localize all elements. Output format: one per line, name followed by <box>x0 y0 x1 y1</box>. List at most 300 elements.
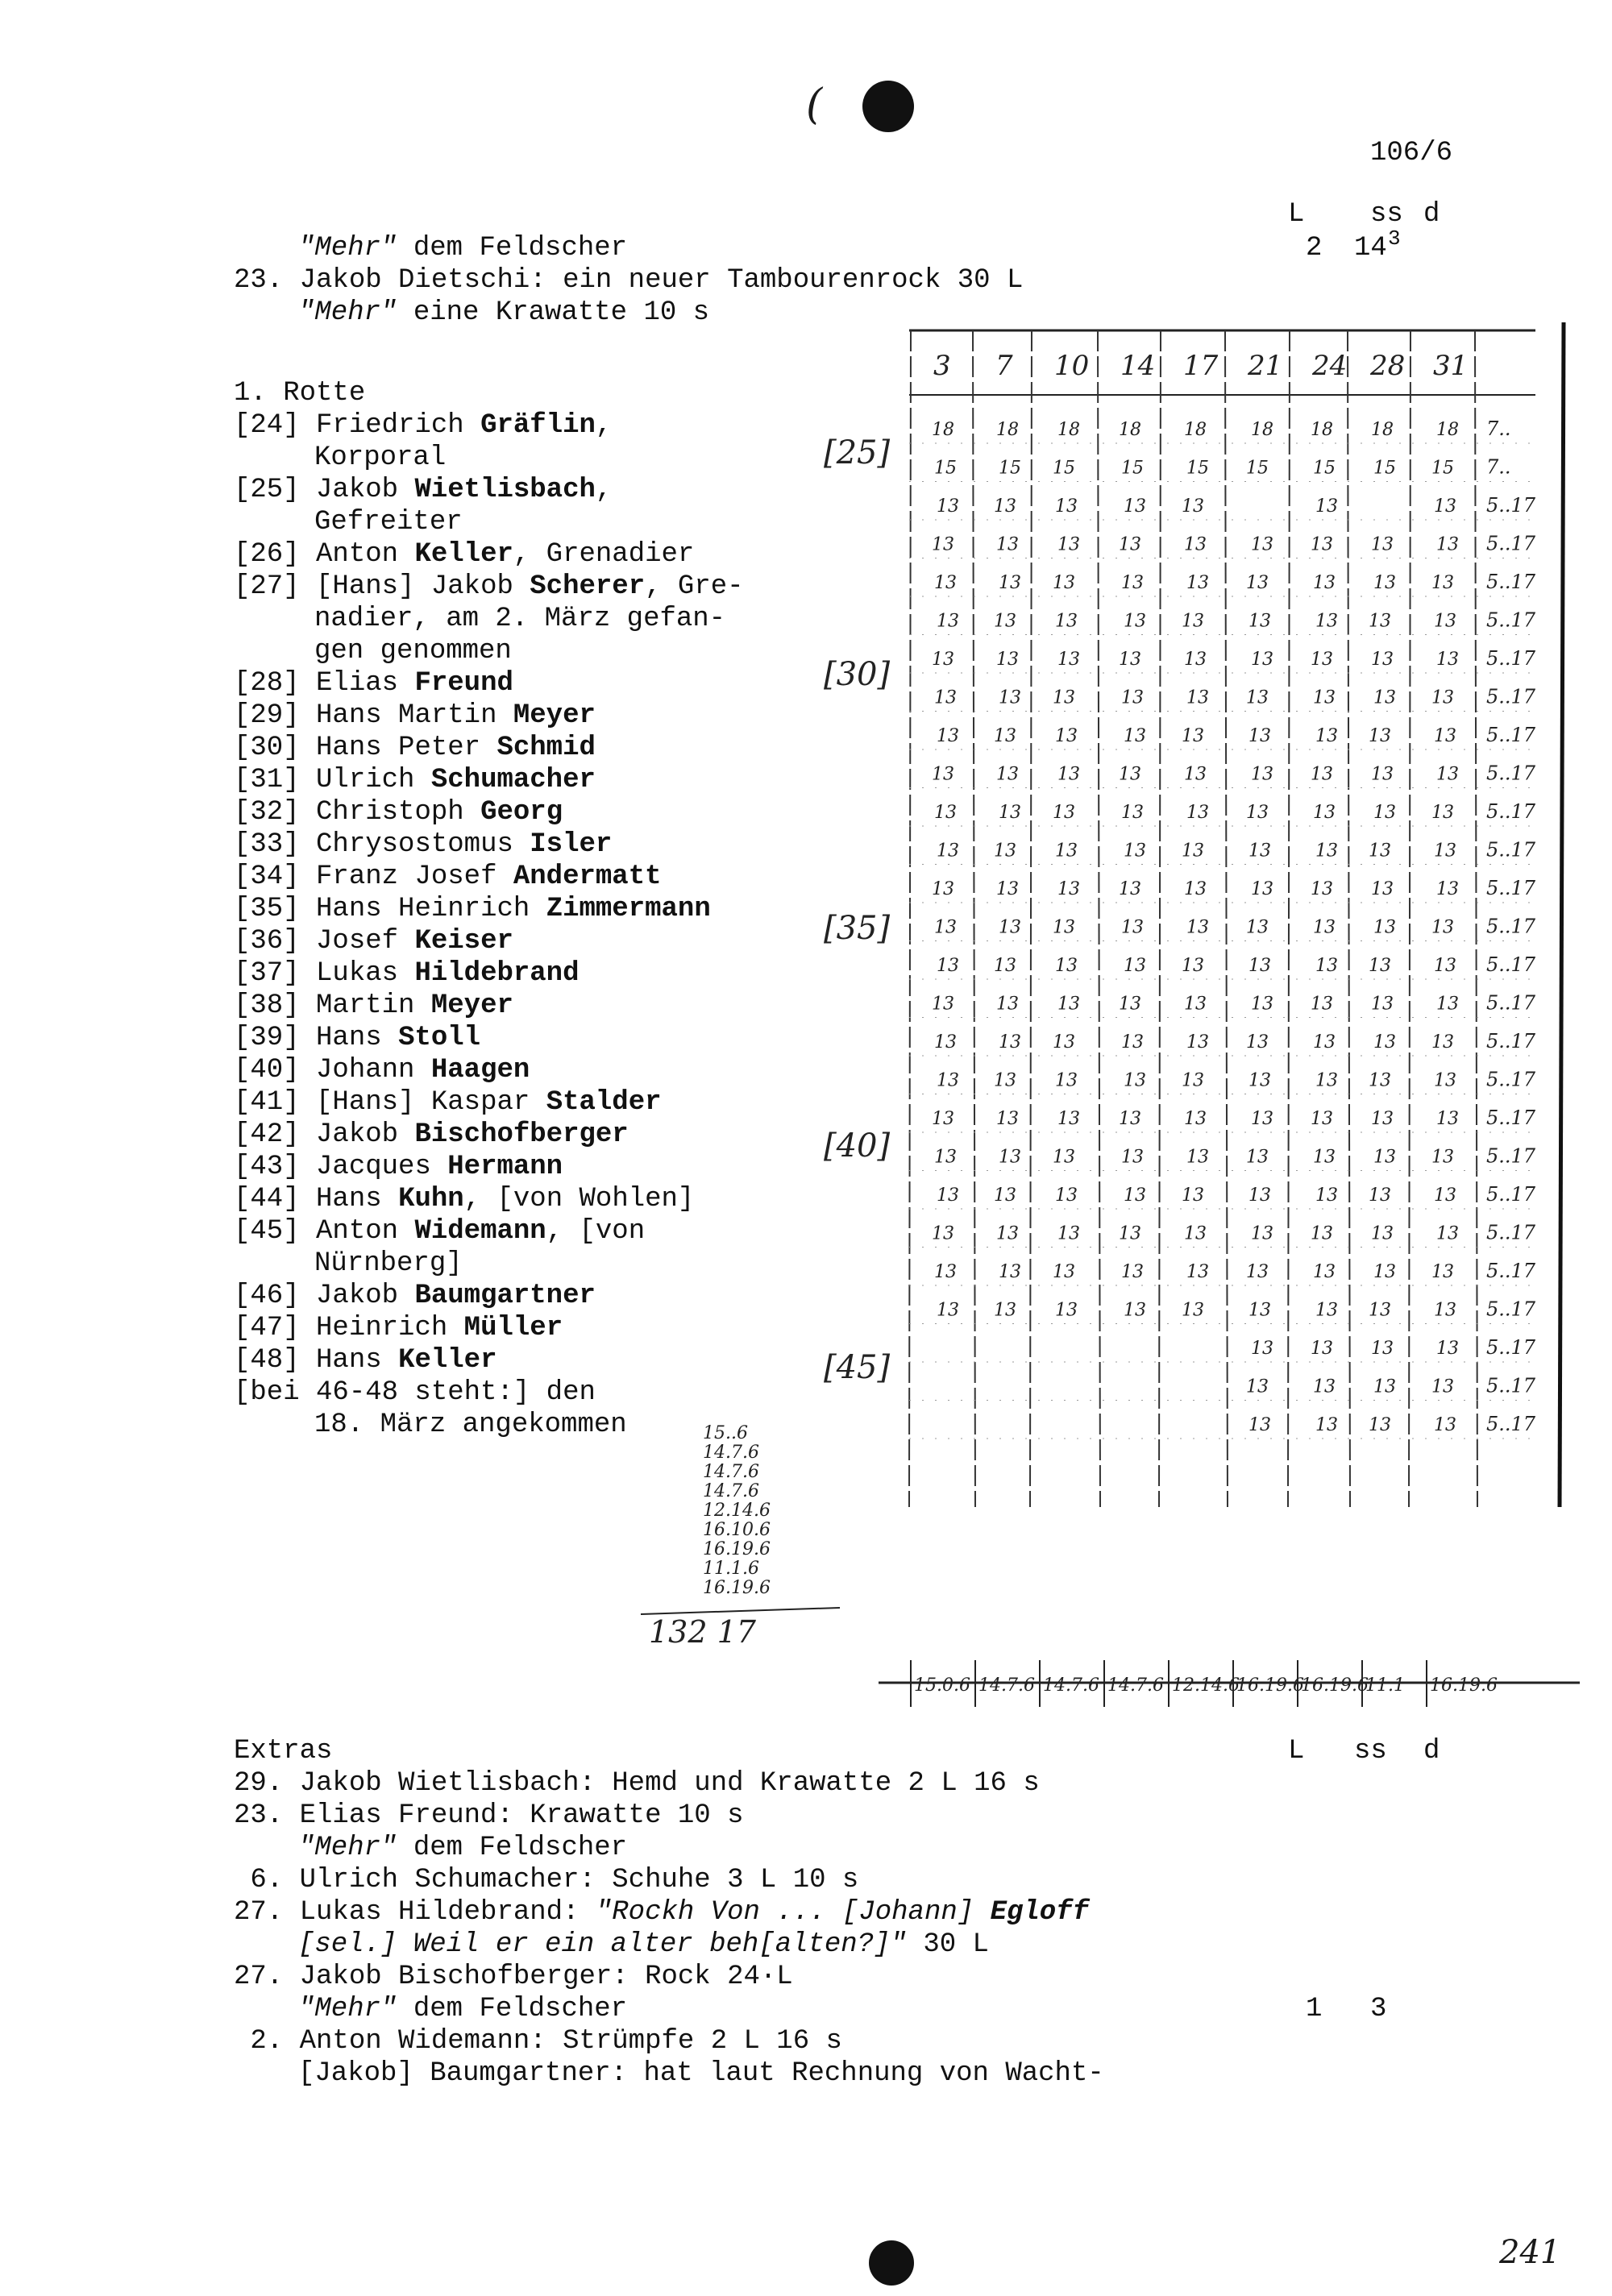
roster-first: Jakob <box>316 1119 415 1150</box>
ledger-column-total: 15.0.6 <box>914 1675 970 1696</box>
ledger-cell: 13 <box>1246 1032 1269 1053</box>
extras-line-10: [Jakob] Baumgartner: hat laut Rechnung von Wacht- <box>298 2058 1104 2089</box>
ledger-column-total: 14.7.6 <box>978 1675 1035 1696</box>
ledger-cell: 13 <box>1186 1147 1209 1168</box>
currency-header-d: d <box>1423 199 1440 230</box>
ledger-cell: 13 <box>1184 764 1207 785</box>
extras-line-4: 6. Ulrich Schumacher: Schuhe 3 L 10 s <box>234 1865 859 1895</box>
roster-rest: , Gre- <box>645 571 744 602</box>
ledger-cell: 13 <box>1371 534 1394 555</box>
ledger-cell: 13 <box>996 764 1019 785</box>
ledger-cell: 13 <box>1121 803 1144 823</box>
roster-num: [47] <box>234 1313 317 1343</box>
ledger-cell: 13 <box>1053 1262 1075 1282</box>
ledger-cell: 15 <box>1373 458 1396 479</box>
ledger-cell: 13 <box>1251 1223 1273 1244</box>
ledger-cell: 13 <box>1186 803 1209 823</box>
ledger-cell: 13 <box>996 994 1019 1015</box>
ledger-cell: 13 <box>1248 841 1271 862</box>
ledger-cell: 13 <box>1184 994 1207 1015</box>
ledger-cell: 13 <box>1434 611 1456 632</box>
ledger-cell: 13 <box>996 1223 1019 1244</box>
ledger-pay-cell: 5..17 <box>1486 1374 1536 1397</box>
ledger-cell: 13 <box>1057 650 1080 670</box>
ledger-cell: 13 <box>934 803 957 823</box>
ledger-cell: 13 <box>1119 1223 1141 1244</box>
ledger-cell: 13 <box>1251 994 1273 1015</box>
roster-num: [35] <box>234 894 317 924</box>
ledger-cell: 13 <box>937 496 959 517</box>
ledger-pay-cell: 5..17 <box>1486 877 1536 899</box>
ledger-cell: 13 <box>1431 1376 1454 1397</box>
roster-note-1: [bei 46-48 steht:] den <box>234 1377 596 1408</box>
roster-num: [34] <box>234 862 317 892</box>
extras-currency-L: L <box>1288 1736 1305 1767</box>
roster-first: Jacques <box>316 1152 448 1182</box>
roster-last: Stoll <box>398 1023 481 1053</box>
ledger-cell: 13 <box>932 1223 954 1244</box>
ledger-cell: 13 <box>1246 803 1269 823</box>
ledger-cell: 13 <box>1313 1376 1336 1397</box>
ledger-cell: 13 <box>994 1070 1016 1091</box>
ledger-pay-cell: 5..17 <box>1486 494 1536 517</box>
ledger-cell: 13 <box>1369 956 1391 976</box>
ledger-cell: 13 <box>1315 1185 1338 1206</box>
roster-last: Zimmermann <box>546 894 711 924</box>
ledger-cell: 13 <box>994 841 1016 862</box>
ledger-pay-cell: 5..17 <box>1486 532 1536 555</box>
ledger-cell: 13 <box>1184 1223 1207 1244</box>
ledger-cell: 13 <box>994 726 1016 746</box>
ledger-cell: 18 <box>1184 420 1207 440</box>
ledger-pay-cell: 5..17 <box>1486 800 1536 823</box>
roster-num: [41] <box>234 1087 317 1118</box>
ledger-cell: 13 <box>1315 1300 1338 1321</box>
roster-first: Josef <box>316 926 415 957</box>
ledger-cell: 13 <box>1248 956 1271 976</box>
ledger-cell: 13 <box>1369 1415 1391 1435</box>
roster-first: Hans Peter <box>316 733 497 763</box>
roster-last: Georg <box>480 797 563 828</box>
roster-continuation: nadier, am 2. März gefan- <box>314 604 726 634</box>
ledger-cell: 13 <box>1436 879 1459 899</box>
ledger-cell: 13 <box>1124 841 1146 862</box>
ledger-cell: 13 <box>1371 1339 1394 1359</box>
ledger-cell: 15 <box>934 458 957 479</box>
ledger-cell: 13 <box>1184 534 1207 555</box>
ledger-cell: 13 <box>1434 1300 1456 1321</box>
roster-continuation: gen genommen <box>314 636 512 666</box>
roster-first: Christoph <box>316 797 481 828</box>
ledger-cell: 13 <box>999 917 1021 938</box>
ledger-cell: 13 <box>1436 1223 1459 1244</box>
ledger-cell: 13 <box>1057 994 1080 1015</box>
roster-num: [31] <box>234 765 317 795</box>
ledger-cell: 13 <box>937 726 959 746</box>
extras-line-2: 23. Elias Freund: Krawatte 10 s <box>234 1800 744 1831</box>
ledger-cell: 13 <box>994 611 1016 632</box>
ledger-cell: 13 <box>1431 1262 1454 1282</box>
ledger-column-total: 14.7.6 <box>1107 1675 1164 1696</box>
ledger-cell: 13 <box>1182 726 1204 746</box>
ledger-cell: 13 <box>1053 573 1075 593</box>
ledger-cell: 13 <box>932 534 954 555</box>
side-tally-entry: 16.19.6 <box>703 1578 771 1598</box>
roster-last: Hermann <box>447 1152 563 1182</box>
ledger-cell: 13 <box>1053 687 1075 708</box>
ledger-cell: 18 <box>1057 420 1080 440</box>
roster-first: Friedrich <box>316 410 481 441</box>
ledger-column-rule <box>1159 330 1161 1507</box>
currency-header-ss: ss <box>1370 199 1403 230</box>
ledger-column-header: 31 <box>1433 350 1469 382</box>
ledger-pay-cell: 5..17 <box>1486 1297 1536 1321</box>
ledger-cell: 13 <box>1369 1185 1391 1206</box>
ledger-column-header: 17 <box>1183 350 1219 382</box>
side-tally-entry: 14.7.6 <box>703 1481 759 1501</box>
roster-first: Elias <box>316 668 415 699</box>
ledger-cell: 13 <box>1182 841 1204 862</box>
roster-last: Baumgartner <box>414 1281 596 1311</box>
ledger-cell: 13 <box>1124 1300 1146 1321</box>
ledger-cell: 13 <box>1371 1109 1394 1129</box>
ledger-cell: 13 <box>1313 1032 1336 1053</box>
ledger-cell: 13 <box>1431 573 1454 593</box>
ledger-cell: 13 <box>1246 573 1269 593</box>
ledger-cell: 13 <box>1121 1032 1144 1053</box>
ledger-cell: 13 <box>932 650 954 670</box>
ledger-column-header: 7 <box>995 350 1013 382</box>
ledger-cell: 13 <box>1313 573 1336 593</box>
ledger-pay-cell: 7.. <box>1486 455 1511 479</box>
roster-num: [39] <box>234 1023 317 1053</box>
ledger-column-rule <box>1475 330 1477 1507</box>
amount-ss: 14 <box>1354 233 1387 264</box>
roster-rest: , <box>595 475 613 505</box>
ledger-cell: 13 <box>1373 1032 1396 1053</box>
ledger-pay-cell: 5..17 <box>1486 571 1536 593</box>
side-tally-entry: 16.10.6 <box>703 1520 771 1540</box>
roster-first: Anton <box>316 539 415 570</box>
roster-last: Wietlisbach <box>414 475 596 505</box>
ledger-cell: 13 <box>1053 803 1075 823</box>
ledger-cell: 13 <box>1315 726 1338 746</box>
roster-first: [Hans] Kaspar <box>316 1087 546 1118</box>
ledger-pay-cell: 5..17 <box>1486 724 1536 746</box>
ledger-cell: 13 <box>1313 1262 1336 1282</box>
ledger-cell: 13 <box>1248 1300 1271 1321</box>
ledger-cell: 13 <box>1246 1376 1269 1397</box>
roster-num: [27] <box>234 571 317 602</box>
roster-num: [45] <box>234 1216 317 1247</box>
side-tally-total: 132 17 <box>649 1614 756 1650</box>
ledger-cell: 13 <box>996 1109 1019 1129</box>
ledger-cell: 13 <box>1057 534 1080 555</box>
ledger-column-total: 16.19.6 <box>1301 1675 1369 1696</box>
ledger-row-marker: [45] <box>824 1349 891 1386</box>
ledger-cell: 18 <box>1311 420 1333 440</box>
ledger-cell: 13 <box>932 994 954 1015</box>
ledger-cell: 13 <box>1315 956 1338 976</box>
ledger-cell: 13 <box>1369 726 1391 746</box>
ledger-cell: 13 <box>1124 956 1146 976</box>
ledger-cell: 18 <box>1436 420 1459 440</box>
ledger-pay-cell: 5..17 <box>1486 1030 1536 1053</box>
ledger-cell: 13 <box>996 879 1019 899</box>
ledger-column-header: 3 <box>933 350 951 382</box>
ledger-cell: 13 <box>1373 573 1396 593</box>
extras-line-3: "Mehr" dem Feldscher <box>298 1833 628 1863</box>
ledger-cell: 15 <box>1313 458 1336 479</box>
ledger-cell: 13 <box>1248 1415 1271 1435</box>
roster-first: Lukas <box>316 958 415 989</box>
ledger-cell: 13 <box>934 573 957 593</box>
roster-num: [25] <box>234 475 317 505</box>
ledger-cell: 15 <box>1121 458 1144 479</box>
roster-first: Jakob <box>316 475 415 505</box>
ledger-cell: 13 <box>937 1185 959 1206</box>
ledger-cell: 13 <box>1371 1223 1394 1244</box>
roster-first: Anton <box>316 1216 415 1247</box>
ledger-cell: 13 <box>1055 611 1078 632</box>
side-tally-entry: 11.1.6 <box>703 1559 759 1579</box>
ledger-cell: 13 <box>1311 1339 1333 1359</box>
roster-first: Hans <box>316 1184 399 1214</box>
roster-last: Stalder <box>546 1087 662 1118</box>
ledger-cell: 13 <box>1315 611 1338 632</box>
ledger-cell: 13 <box>1055 1185 1078 1206</box>
ledger-row-marker: [30] <box>824 656 891 693</box>
ledger-column-rule <box>909 330 911 1507</box>
side-tally-entry: 15..6 <box>703 1423 748 1443</box>
ledger-cell: 18 <box>1371 420 1394 440</box>
roster-rest: , [von Wohlen] <box>463 1184 695 1214</box>
ledger-pay-cell: 5..17 <box>1486 1144 1536 1168</box>
ledger-column-total: 11.1 <box>1365 1675 1405 1696</box>
roster-note-2: 18. März angekommen <box>314 1410 627 1440</box>
ledger-cell: 13 <box>1434 726 1456 746</box>
ledger-pay-cell: 5..17 <box>1486 1221 1536 1244</box>
ledger-cell: 13 <box>1186 1032 1209 1053</box>
ledger-cell: 13 <box>1184 1109 1207 1129</box>
roster-last: Meyer <box>430 990 513 1021</box>
ledger-column-header: 14 <box>1120 350 1156 382</box>
ledger-cell: 13 <box>1371 879 1394 899</box>
ledger-cell: 13 <box>1053 1032 1075 1053</box>
ledger-cell: 13 <box>1311 879 1333 899</box>
roster-num: [44] <box>234 1184 317 1214</box>
ledger-cell: 13 <box>1182 1300 1204 1321</box>
amount-superscript: 3 <box>1388 226 1401 251</box>
ledger-cell: 13 <box>1119 534 1141 555</box>
ledger-cell: 18 <box>932 420 954 440</box>
ledger-row-marker: [40] <box>824 1127 891 1165</box>
ledger-pay-cell: 5..17 <box>1486 991 1536 1015</box>
ledger-cell: 13 <box>1246 1147 1269 1168</box>
side-tally-entry: 14.7.6 <box>703 1443 759 1463</box>
ledger-cell: 13 <box>1053 1147 1075 1168</box>
roster-last: Meyer <box>513 700 596 731</box>
roster-last: Kuhn <box>398 1184 464 1214</box>
roster-last: Andermatt <box>513 862 662 892</box>
ledger-cell: 13 <box>1315 1070 1338 1091</box>
ledger-cell: 13 <box>1055 726 1078 746</box>
ledger-cell: 13 <box>1373 803 1396 823</box>
ledger-cell: 13 <box>1055 841 1078 862</box>
extras-line-8: "Mehr" dem Feldscher <box>298 1994 628 2024</box>
ledger-cell: 13 <box>1057 764 1080 785</box>
ledger-cell: 13 <box>1055 956 1078 976</box>
roster-last: Schumacher <box>430 765 596 795</box>
roster-first: Hans <box>316 1345 399 1376</box>
bracket-mark: ( <box>806 81 823 129</box>
ledger-cell: 13 <box>1373 687 1396 708</box>
ledger-cell: 15 <box>1246 458 1269 479</box>
roster-rest: , <box>595 410 613 441</box>
roster-num: [48] <box>234 1345 317 1376</box>
ledger-cell: 13 <box>1436 1339 1459 1359</box>
roster-num: [30] <box>234 733 317 763</box>
ledger-cell: 13 <box>1057 1223 1080 1244</box>
ledger-pay-cell: 7.. <box>1486 417 1511 440</box>
ledger-cell: 13 <box>1315 1415 1338 1435</box>
roster-last: Haagen <box>430 1055 530 1086</box>
roster-last: Keiser <box>414 926 513 957</box>
roster-first: [Hans] Jakob <box>316 571 530 602</box>
ledger-cell: 13 <box>937 956 959 976</box>
ledger-cell: 13 <box>1055 496 1078 517</box>
ledger-column-total: 14.7.6 <box>1043 1675 1099 1696</box>
ledger-cell: 13 <box>1057 879 1080 899</box>
roster-first: Hans Heinrich <box>316 894 546 924</box>
ledger-pay-cell: 5..17 <box>1486 685 1536 708</box>
ledger-cell: 13 <box>937 1300 959 1321</box>
ledger-column-rule <box>973 330 975 1507</box>
ledger-cell: 13 <box>1055 1300 1078 1321</box>
roster-first: Jakob <box>316 1281 415 1311</box>
ledger-cell: 13 <box>1251 879 1273 899</box>
ledger-column-rule <box>1225 330 1228 1507</box>
roster-last: Gräflin <box>480 410 596 441</box>
ledger-cell: 15 <box>1431 458 1454 479</box>
ledger-cell: 13 <box>1436 764 1459 785</box>
ledger-cell: 18 <box>996 420 1019 440</box>
ledger-cell: 13 <box>1251 764 1273 785</box>
ledger-pay-cell: 5..17 <box>1486 1106 1536 1129</box>
intro-line-3: "Mehr" eine Krawatte 10 s <box>298 297 710 328</box>
ledger-cell: 13 <box>1431 1147 1454 1168</box>
ledger-cell: 13 <box>1182 956 1204 976</box>
ledger-cell: 13 <box>994 956 1016 976</box>
ledger-cell: 13 <box>1251 650 1273 670</box>
ledger-cell: 18 <box>1119 420 1141 440</box>
ledger-cell: 13 <box>1369 1070 1391 1091</box>
ledger-cell: 13 <box>1182 1185 1204 1206</box>
ledger-cell: 13 <box>1182 496 1204 517</box>
ledger-cell: 13 <box>1121 573 1144 593</box>
ledger-cell: 13 <box>999 687 1021 708</box>
ledger-cell: 13 <box>1436 1109 1459 1129</box>
roster-last: Hildebrand <box>414 958 580 989</box>
ledger-cell: 13 <box>1369 611 1391 632</box>
ledger-cell: 13 <box>1251 534 1273 555</box>
ledger-cell: 13 <box>1311 1223 1333 1244</box>
ledger-pay-cell: 5..17 <box>1486 838 1536 862</box>
ledger-cell: 13 <box>1248 1070 1271 1091</box>
roster-last: Widemann <box>414 1216 546 1247</box>
intro-line-1: "Mehr" dem Feldscher <box>298 233 628 264</box>
roster-first: Hans <box>316 1023 399 1053</box>
roster-first: Ulrich <box>316 765 431 795</box>
ledger-cell: 13 <box>1184 650 1207 670</box>
ledger-cell: 13 <box>1436 534 1459 555</box>
extras-amount-ss: 3 <box>1370 1994 1387 2024</box>
ledger-cell: 13 <box>1373 1147 1396 1168</box>
ledger-cell: 13 <box>1311 764 1333 785</box>
ledger-pay-cell: 5..17 <box>1486 647 1536 670</box>
ledger-pay-cell: 5..17 <box>1486 1413 1536 1435</box>
ledger-column-rule <box>1030 330 1032 1507</box>
ledger-cell: 13 <box>1311 534 1333 555</box>
ledger-cell: 13 <box>1313 917 1336 938</box>
ledger-cell: 13 <box>996 534 1019 555</box>
extras-currency-ss: ss <box>1354 1736 1387 1767</box>
roster-num: [46] <box>234 1281 317 1311</box>
roster-num: [24] <box>234 410 317 441</box>
ledger-cell: 13 <box>1313 687 1336 708</box>
ledger-column-header: 24 <box>1312 350 1348 382</box>
roster-last: Freund <box>414 668 513 699</box>
ledger-cell: 13 <box>1371 650 1394 670</box>
ledger-cell: 13 <box>1434 1415 1456 1435</box>
ledger-cell: 13 <box>934 1032 957 1053</box>
ledger-cell: 13 <box>1246 917 1269 938</box>
roster-num: [36] <box>234 926 317 957</box>
ledger-cell: 13 <box>1124 726 1146 746</box>
ledger-cell: 13 <box>1186 917 1209 938</box>
ledger-cell: 13 <box>1124 1070 1146 1091</box>
amount-L: 2 <box>1306 233 1323 264</box>
roster-title: 1. Rotte <box>234 378 366 409</box>
ledger-cell: 13 <box>1434 841 1456 862</box>
roster-continuation: Korporal <box>314 442 447 473</box>
intro-line-2: 23. Jakob Dietschi: ein neuer Tambourenrock 30 L <box>234 265 1024 296</box>
ledger-cell: 13 <box>999 1262 1021 1282</box>
ledger-cell: 13 <box>1186 1262 1209 1282</box>
ledger-cell: 13 <box>1373 917 1396 938</box>
ledger-cell: 13 <box>1121 917 1144 938</box>
ledger-cell: 13 <box>1121 687 1144 708</box>
ledger-cell: 13 <box>1057 1109 1080 1129</box>
ledger-pay-cell: 5..17 <box>1486 1260 1536 1282</box>
ledger-cell: 13 <box>1119 879 1141 899</box>
roster-num: [29] <box>234 700 317 731</box>
currency-header-L: L <box>1288 199 1305 230</box>
roster-continuation: Gefreiter <box>314 507 463 538</box>
roster-last: Scherer <box>530 571 646 602</box>
ledger-cell: 18 <box>1251 420 1273 440</box>
roster-first: Franz Josef <box>316 862 513 892</box>
ledger-cell: 13 <box>1121 1262 1144 1282</box>
ledger-cell: 13 <box>1315 841 1338 862</box>
ledger-column-total: 16.19.6 <box>1236 1675 1304 1696</box>
ledger-cell: 13 <box>1119 994 1141 1015</box>
extras-currency-d: d <box>1423 1736 1440 1767</box>
ledger-cell: 13 <box>1121 1147 1144 1168</box>
roster-num: [33] <box>234 829 317 860</box>
ledger-cell: 13 <box>1053 917 1075 938</box>
roster-last: Isler <box>530 829 613 860</box>
